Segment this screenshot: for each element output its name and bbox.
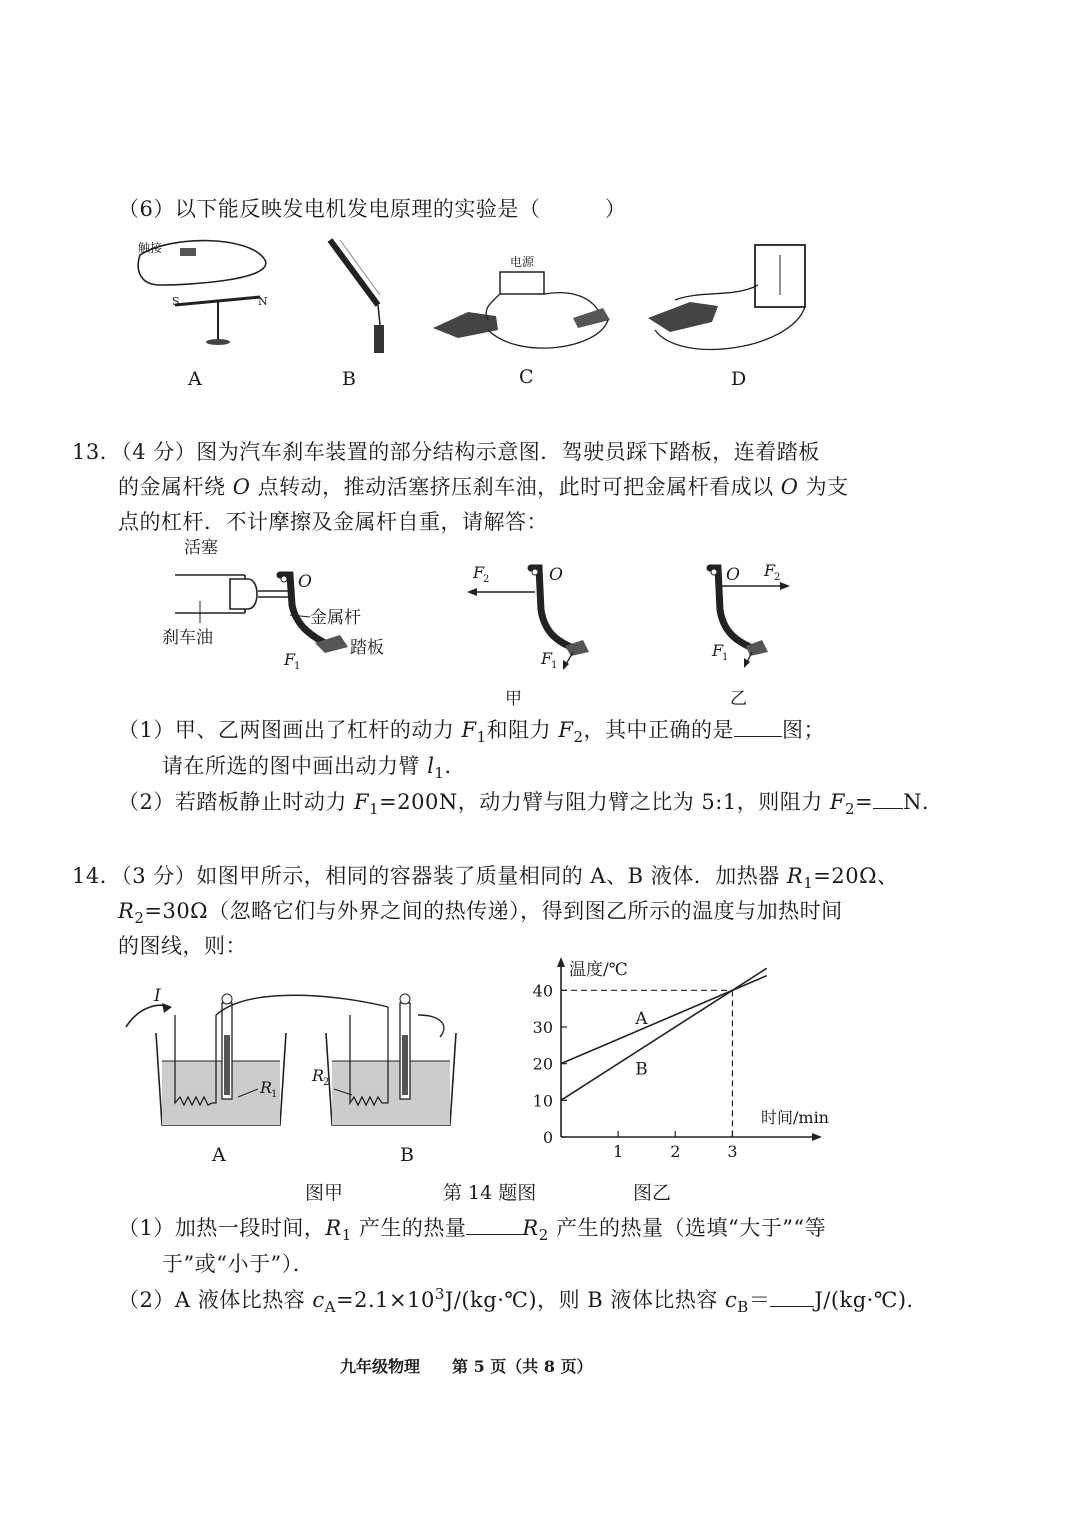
- option-b-label: B: [342, 368, 356, 390]
- q14-sub2: （2）A 液体比热容 $c_A=2.1\times 10^3J/(kg\cdot℃)$，则 B 液体比热容 $c_B=$ J/(kg·℃)．: [118, 1285, 929, 1317]
- caption-figure-jia: 图甲: [305, 1182, 344, 1204]
- beaker-b-label: B: [400, 1144, 414, 1166]
- beaker-a-label: A: [212, 1144, 226, 1166]
- f1-label-structure: F: [284, 650, 296, 669]
- touch-label: 触接: [138, 241, 163, 255]
- jia-f1-label: F: [541, 649, 553, 668]
- power-label: 电源: [510, 255, 535, 269]
- jia-o-label: O: [549, 565, 563, 585]
- svg-text:1: 1: [271, 1089, 278, 1100]
- series-label-b: B: [635, 1059, 648, 1080]
- q13-sub2: （2）若踏板静止时动力 $F_1=200N$，动力臂与阻力臂之比为 5:1，则阻力 $F_2= N$．: [118, 790, 944, 819]
- yi-f1-label: F: [712, 641, 724, 660]
- brake-structure-figure: [160, 535, 400, 675]
- y-axis-label: 温度/℃: [569, 960, 628, 980]
- svg-text:S: S: [172, 295, 180, 308]
- option-d-figure: [640, 240, 815, 360]
- yi-o-label: O: [726, 565, 740, 585]
- caption-figure-yi: 图乙: [633, 1182, 672, 1204]
- series-line-b: [561, 968, 767, 1100]
- svg-text:1: 1: [294, 661, 301, 672]
- option-d-label: D: [731, 368, 747, 390]
- q14-sub1-answer-blank[interactable]: [466, 1216, 522, 1235]
- x-tick-label: 2: [670, 1142, 681, 1161]
- svg-text:2: 2: [323, 1077, 330, 1088]
- svg-text:2: 2: [483, 574, 490, 585]
- page-footer: 九年级物理 第 5 页（共 8 页）: [340, 1357, 593, 1376]
- pedal-label: 踏板: [350, 638, 384, 658]
- pivot-o-label: O: [298, 572, 312, 592]
- q14-line3: 的图线，则：: [118, 934, 247, 958]
- fig-jia-caption: 甲: [505, 689, 522, 709]
- brake-oil-label: 刹车油: [162, 628, 213, 648]
- r2-label: R: [312, 1066, 325, 1085]
- series-label-a: A: [635, 1008, 648, 1029]
- yi-f2-label: F: [764, 561, 776, 580]
- x-tick-label: 1: [613, 1142, 624, 1161]
- q14-sub2-answer-blank[interactable]: [770, 1288, 814, 1307]
- svg-text:1: 1: [722, 652, 729, 663]
- q13-line2: 的金属杆绕 O 点转动，推动活塞挤压刹车油，此时可把金属杆看成以 O 为支: [118, 475, 849, 499]
- option-a-label: A: [188, 368, 202, 390]
- lever-figure-yi: [700, 560, 830, 690]
- q13-sub1: （1）甲、乙两图画出了杠杆的动力 $F_1$和阻力 $F_2$，其中正确的是 图；: [118, 718, 825, 747]
- piston-label: 活塞: [184, 538, 218, 558]
- q14-sub1-line2: 于”或“小于”）．: [162, 1252, 315, 1276]
- svg-text:1: 1: [551, 660, 558, 671]
- q12-part6-text: （6）以下能反映发电机发电原理的实验是（ ）: [118, 197, 627, 221]
- q13-line3: 点的杠杆．不计摩擦及金属杆自重，请解答：: [118, 510, 548, 534]
- lever-figure-jia: [465, 560, 595, 690]
- temperature-time-chart: [525, 955, 855, 1165]
- option-c-figure: [428, 250, 628, 350]
- option-a-figure: [130, 235, 280, 355]
- fig-yi-caption: 乙: [730, 689, 747, 709]
- q14-line2: $R_2=30\Omega$（忽略它们与外界之间的热传递），得到图乙所示的温度与加热时间: [118, 899, 843, 928]
- option-b-figure: [320, 235, 410, 360]
- q13-sub2-answer-blank[interactable]: [873, 790, 903, 809]
- q14-sub1: （1）加热一段时间，$R_1$ 产生的热量 $R_2$ 产生的热量（选填“大于”“等: [118, 1216, 827, 1245]
- metal-rod-label: 金属杆: [310, 608, 361, 628]
- x-tick-label: 3: [727, 1142, 738, 1161]
- caption-figure-14: 第 14 题图: [443, 1182, 537, 1204]
- x-axis-label: 时间/min: [761, 1108, 829, 1127]
- jia-f2-label: F: [473, 563, 485, 582]
- y-tick-label: 30: [532, 1018, 553, 1037]
- r1-label: R: [260, 1078, 273, 1097]
- current-label: I: [154, 986, 161, 1006]
- q14-line1: 14．（3 分）如图甲所示，相同的容器装了质量相同的 A、B 液体．加热器 $R_1=20\Omega$、: [72, 864, 899, 893]
- y-tick-label: 20: [532, 1054, 553, 1074]
- beakers-figure: [120, 985, 460, 1175]
- q13-sub1-answer-blank[interactable]: [734, 718, 782, 737]
- y-tick-label: 40: [532, 981, 553, 1001]
- y-axis-arrow: [557, 957, 565, 967]
- option-c-label: C: [519, 366, 534, 388]
- y-tick-label: 0: [542, 1128, 553, 1147]
- x-axis-arrow: [812, 1133, 822, 1141]
- q13-line1: 13．（4 分）图为汽车刹车装置的部分结构示意图．驾驶员踩下踏板，连着踏板: [72, 440, 820, 464]
- y-tick-label: 10: [532, 1091, 553, 1111]
- svg-text:2: 2: [774, 572, 781, 583]
- svg-text:N: N: [258, 295, 268, 308]
- q13-sub1-line2: 请在所选的图中画出动力臂 $l_1$．: [162, 754, 466, 783]
